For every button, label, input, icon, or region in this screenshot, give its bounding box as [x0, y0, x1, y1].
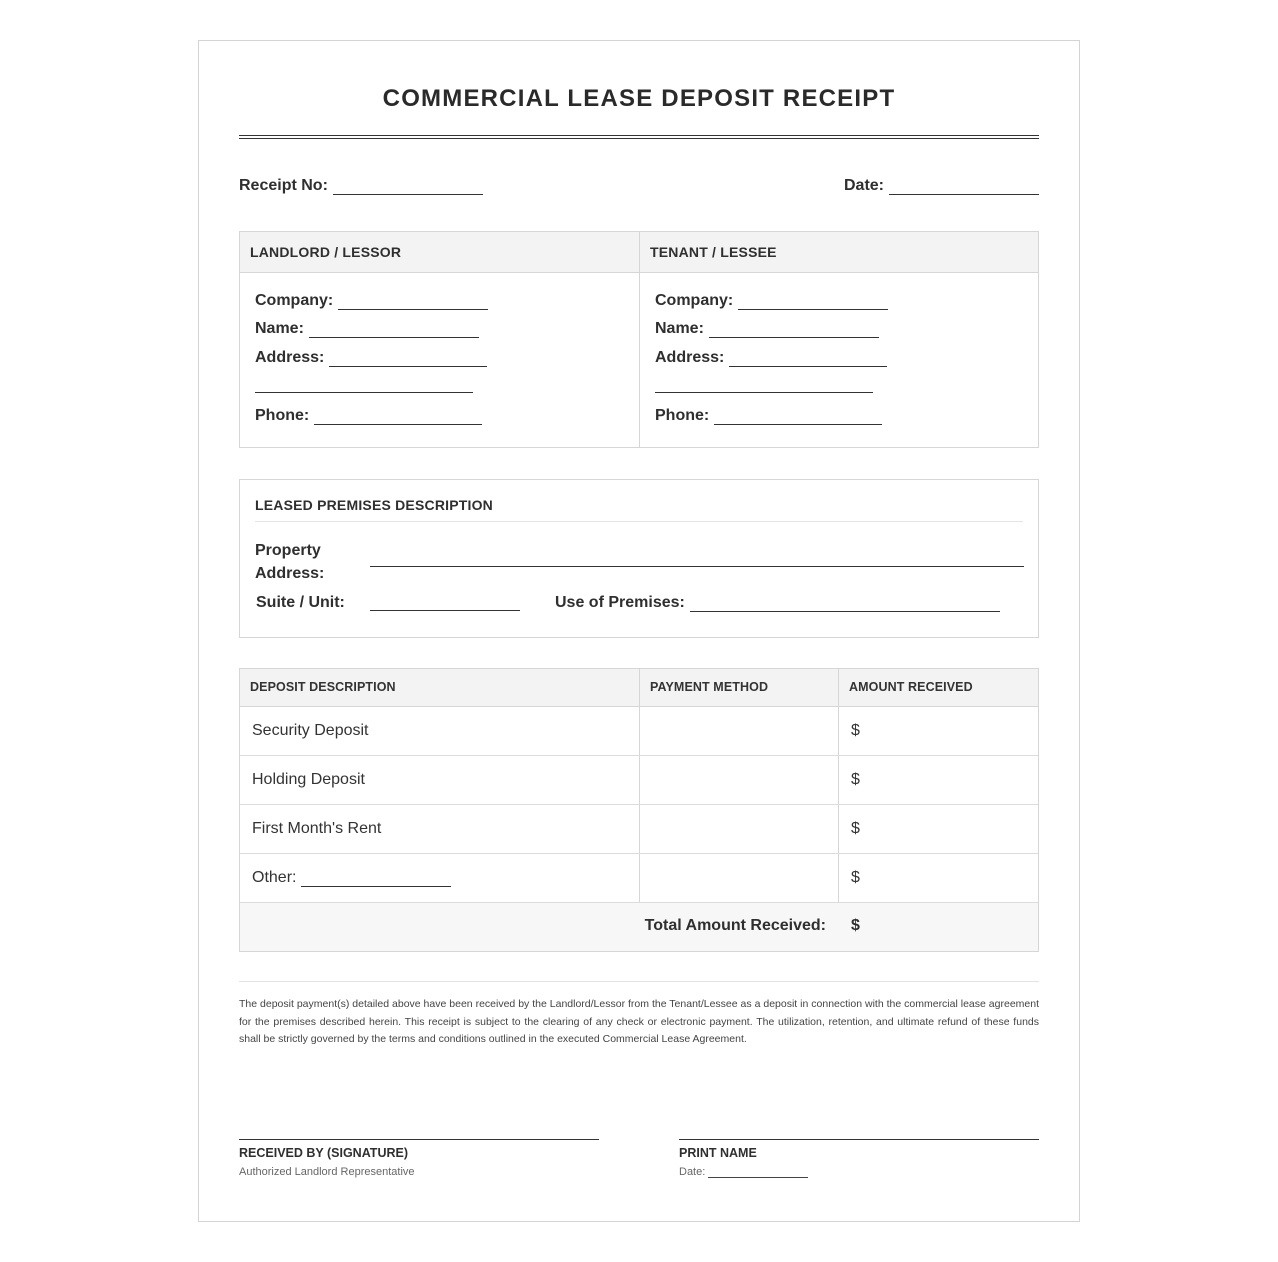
disclaimer-separator: [239, 981, 1039, 982]
landlord-header: LANDLORD / LESSOR: [250, 244, 402, 260]
parties-table: [239, 231, 1039, 448]
tenant-address-field: [655, 349, 887, 367]
col-deposit-description: DEPOSIT DESCRIPTION: [250, 680, 396, 694]
signature-block-print-name[interactable]: [679, 1139, 1039, 1178]
tenant-address-line-2[interactable]: [655, 392, 873, 393]
tenant-address-line[interactable]: [729, 354, 887, 367]
date-label: Date:: [843, 177, 884, 194]
deposits-table: [239, 668, 1039, 952]
property-label-line-2: Address:: [255, 565, 325, 582]
suite-unit-line[interactable]: [370, 610, 520, 611]
deposit-desc-security: Security Deposit: [252, 722, 369, 739]
landlord-company-line[interactable]: [338, 297, 488, 310]
property-address-line[interactable]: [370, 566, 1024, 567]
date-line[interactable]: [889, 181, 1039, 195]
date-field: [844, 177, 1039, 195]
receipt-number-line[interactable]: [333, 181, 483, 195]
total-row: [240, 903, 1038, 951]
tenant-name-line[interactable]: [709, 325, 879, 338]
tenant-phone-field: [655, 407, 882, 425]
amount-security[interactable]: $: [851, 722, 860, 739]
tenant-company-line[interactable]: [738, 297, 888, 310]
landlord-company-label: Company:: [255, 292, 334, 309]
tenant-company-label: Company:: [655, 292, 734, 309]
receipt-page: [198, 40, 1080, 1222]
signature-date-field: [679, 1166, 808, 1178]
disclaimer-text: The deposit payment(s) detailed above have been received by the Landlord/Lessor from the Tenant/Lessee as a deposit in connection with the commercial lease agreement for the premises described herein. This receipt is subject to the clearing of any check or electronic payment. The utilization, retention, and ultimate refund of these funds shall be strictly governed by the terms and conditions outlined in the executed Commercial Lease Agreement.: [239, 998, 1039, 1045]
signature-date-label: Date:: [679, 1166, 706, 1178]
amount-first-month[interactable]: $: [851, 820, 860, 837]
receipt-meta: [239, 177, 1039, 197]
total-label: Total Amount Received:: [644, 917, 826, 934]
col-amount-received: AMOUNT RECEIVED: [849, 680, 973, 694]
parties-column-divider: [639, 232, 640, 447]
premises-header: LEASED PREMISES DESCRIPTION: [255, 497, 1023, 522]
receipt-number-label: Receipt No:: [239, 177, 328, 194]
tenant-address-label: Address:: [655, 349, 725, 366]
signature-label: RECEIVED BY (SIGNATURE): [239, 1146, 409, 1160]
use-of-premises-line[interactable]: [690, 599, 1000, 612]
tenant-phone-label: Phone:: [655, 407, 710, 424]
tenant-company-field: [655, 292, 888, 310]
landlord-company-field: [255, 292, 488, 310]
table-row: [240, 756, 1038, 805]
suite-unit-field: [256, 594, 345, 612]
print-name-label: PRINT NAME: [679, 1146, 757, 1160]
landlord-name-line[interactable]: [309, 325, 479, 338]
signature-date-line[interactable]: [708, 1168, 808, 1178]
use-of-premises-label: Use of Premises:: [555, 594, 685, 611]
total-amount[interactable]: $: [851, 917, 860, 934]
deposit-desc-first-month: First Month's Rent: [252, 820, 382, 837]
landlord-address-field: [255, 349, 487, 367]
other-description-line[interactable]: [301, 875, 451, 887]
tenant-phone-line[interactable]: [714, 412, 882, 425]
table-row: [240, 805, 1038, 854]
tenant-header: TENANT / LESSEE: [650, 244, 777, 260]
premises-section: [239, 479, 1039, 638]
landlord-name-field: [255, 320, 479, 338]
property-address-label: [255, 539, 324, 585]
tenant-name-label: Name:: [655, 320, 704, 337]
receipt-number-field: [239, 177, 483, 195]
landlord-address-line[interactable]: [329, 354, 487, 367]
deposit-desc-holding: Holding Deposit: [252, 771, 365, 788]
amount-other[interactable]: $: [851, 869, 860, 886]
document-title: COMMERCIAL LEASE DEPOSIT RECEIPT: [382, 85, 896, 112]
landlord-name-label: Name:: [255, 320, 304, 337]
table-row: [240, 707, 1038, 756]
title-double-rule: [239, 135, 1039, 139]
landlord-phone-line[interactable]: [314, 412, 482, 425]
table-row: [240, 854, 1038, 903]
tenant-name-field: [655, 320, 879, 338]
suite-unit-label: Suite / Unit:: [256, 594, 345, 611]
other-label: Other:: [252, 869, 297, 886]
property-label-line-1: Property: [255, 542, 321, 559]
use-of-premises-field: [555, 594, 1000, 612]
landlord-address-label: Address:: [255, 349, 325, 366]
col-payment-method: PAYMENT METHOD: [650, 680, 769, 694]
landlord-phone-label: Phone:: [255, 407, 310, 424]
landlord-phone-field: [255, 407, 482, 425]
landlord-address-line-2[interactable]: [255, 392, 473, 393]
signature-sublabel: Authorized Landlord Representative: [239, 1166, 415, 1178]
deposit-desc-other: [252, 869, 451, 887]
amount-holding[interactable]: $: [851, 771, 860, 788]
signature-block-received-by[interactable]: [239, 1139, 599, 1178]
